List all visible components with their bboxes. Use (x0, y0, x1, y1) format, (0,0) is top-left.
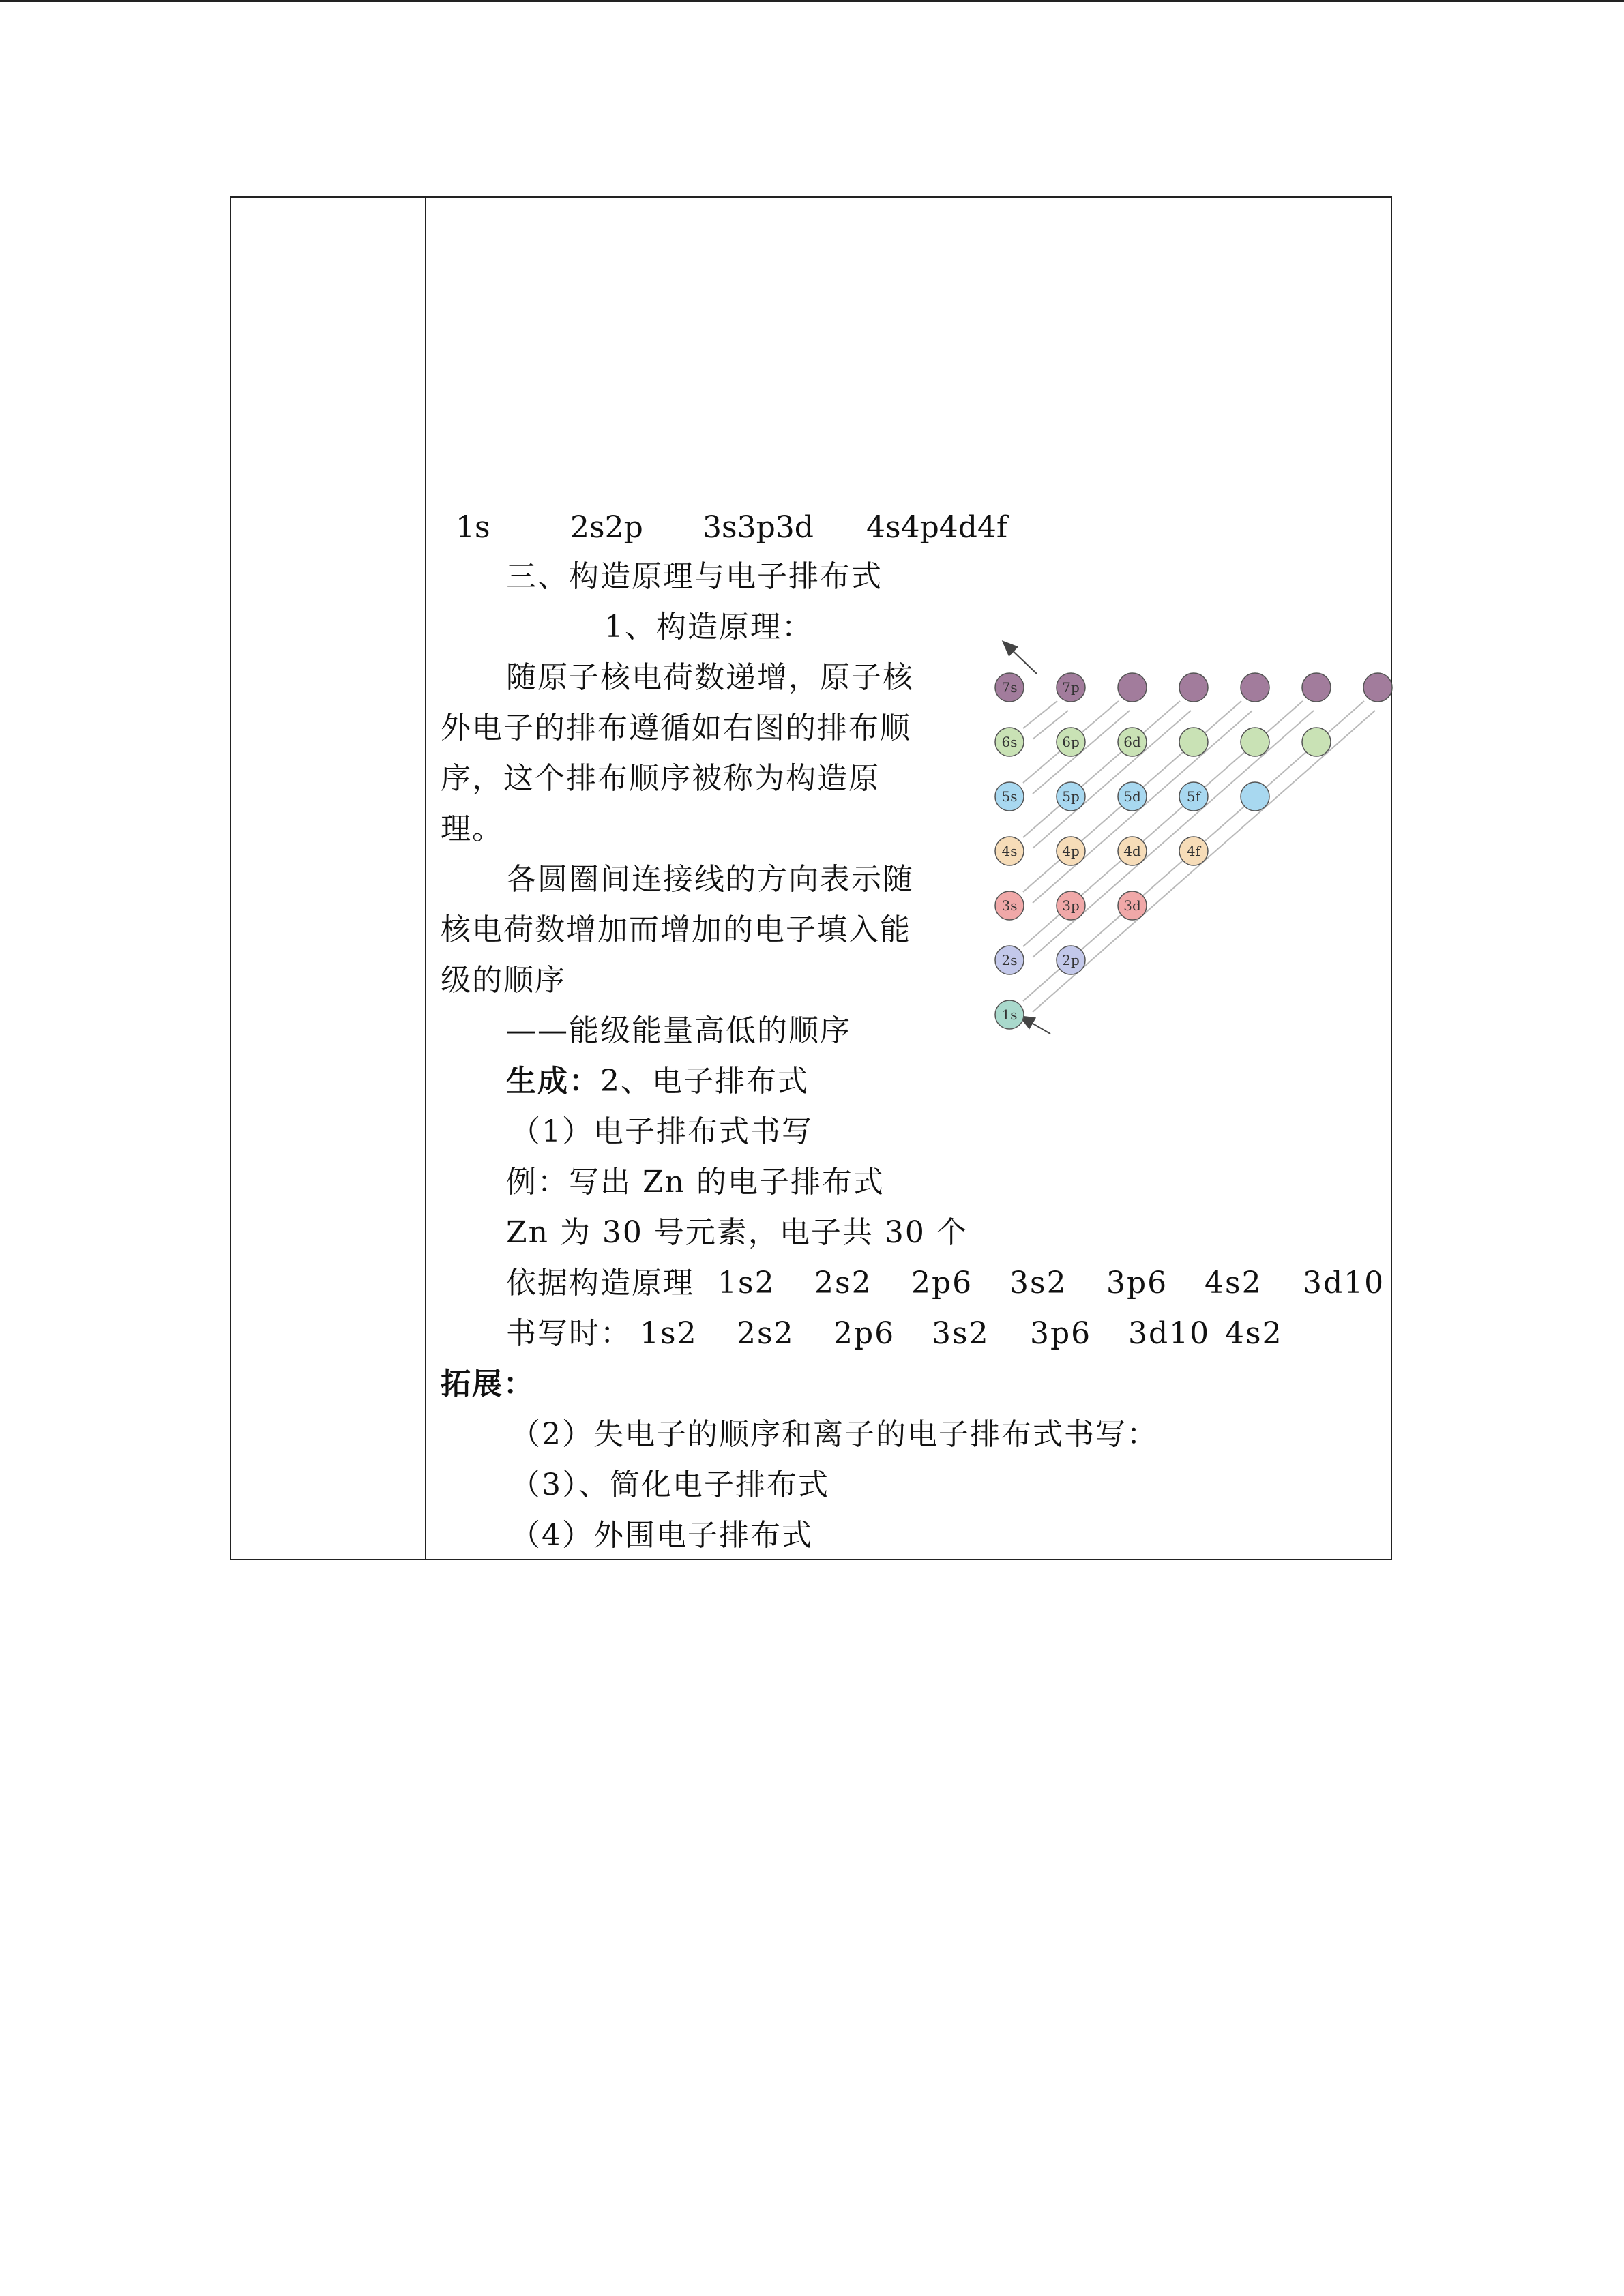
by-principle-line (506, 1264, 1385, 1302)
config-term: 2s2 (814, 1266, 872, 1300)
orbital-label: 7p (1062, 679, 1080, 696)
orbital-label: 6s (1001, 734, 1018, 750)
paragraph-line: 核电荷数增加而增加的电子填入能 (441, 912, 911, 947)
item-2: （2）失电子的顺序和离子的电子排布式书写： (510, 1417, 1158, 1452)
writing-label: 书写时： (506, 1316, 632, 1351)
config-term: 3p6 (1030, 1316, 1092, 1351)
by-principle-label: 依据构造原理 (506, 1266, 694, 1300)
config-term: 4s2 (1225, 1316, 1283, 1351)
orbital-label: 4d (1123, 843, 1141, 859)
orbital-circle (1241, 782, 1269, 811)
paragraph-line: ——能级能量高低的顺序 (506, 1013, 851, 1048)
orbital-label: 3d (1123, 897, 1141, 914)
config-term: 3d10 (1303, 1266, 1385, 1300)
orbital-label: 6p (1062, 734, 1080, 750)
section-heading: 三、构造原理与电子排布式 (506, 559, 883, 594)
orbital-label: 4f (1186, 843, 1201, 859)
orbital-circle (1302, 728, 1331, 756)
orbital-label: 1s (1001, 1007, 1018, 1023)
orbital-label: 5p (1062, 788, 1080, 805)
orbital-label: 5f (1186, 788, 1201, 805)
item-1: （1）电子排布式书写 (510, 1114, 813, 1149)
orbital-group: 2s2p (570, 510, 643, 545)
orbital-group: 3s3p3d (703, 510, 814, 545)
table-column-divider (425, 198, 426, 1559)
item-4: （4）外围电子排布式 (510, 1518, 813, 1553)
paragraph-line: 级的顺序 (441, 963, 566, 998)
config-term: 1s2 (718, 1266, 776, 1300)
orbital-circle (1241, 673, 1269, 702)
aufbau-connector (1033, 711, 1191, 848)
paragraph-line: 各圆圈间连接线的方向表示随 (506, 862, 914, 897)
config-term: 3p6 (1106, 1266, 1168, 1300)
orbital-circle (1241, 728, 1269, 756)
orbital-label: 4p (1062, 843, 1080, 859)
generate-label: 生成： (506, 1064, 600, 1099)
aufbau-connector (1023, 701, 1180, 837)
page-top-border (0, 0, 1624, 2)
item-3: （3）、简化电子排布式 (510, 1467, 829, 1502)
orbital-label: 7s (1001, 679, 1018, 696)
orbital-circle (1118, 673, 1147, 702)
paragraph-line: 外电子的排布遵循如右图的排布顺 (441, 711, 911, 745)
orbital-label: 3s (1001, 897, 1018, 914)
paragraph-line: 随原子核电荷数递增，原子核 (506, 660, 914, 695)
orbital-group: 1s (456, 510, 490, 545)
orbital-circle (1179, 728, 1208, 756)
orbital-label: 2p (1062, 952, 1080, 968)
writing-line (506, 1315, 1283, 1353)
orbital-label: 4s (1001, 843, 1018, 859)
orbital-label: 2s (1001, 952, 1018, 968)
config-term: 2s2 (737, 1316, 795, 1351)
orbital-circle (1363, 673, 1392, 702)
aufbau-diagram (955, 634, 1395, 1050)
config-term: 2p6 (833, 1316, 896, 1351)
config-term: 2p6 (911, 1266, 973, 1300)
example-line: 例：写出 Zn 的电子排布式 (506, 1165, 885, 1199)
orbital-groups-line (456, 509, 1007, 547)
config-term: 3s2 (1009, 1266, 1067, 1300)
orbital-label: 3p (1062, 897, 1080, 914)
config-term: 3d10 (1128, 1316, 1211, 1351)
extension-label: 拓展： (441, 1367, 535, 1401)
config-term: 4s2 (1205, 1266, 1263, 1300)
orbital-label: 5s (1001, 788, 1018, 805)
config-term: 3s2 (932, 1316, 990, 1351)
zn-info-line: Zn 为 30 号元素，电子共 30 个 (506, 1215, 968, 1250)
paragraph-line: 序，这个排布顺序被称为构造原 (441, 761, 880, 796)
aufbau-end-arrow (1007, 645, 1037, 674)
orbital-circle (1302, 673, 1331, 702)
orbital-label: 5d (1123, 788, 1141, 805)
orbital-circle (1179, 673, 1208, 702)
generate-text: 2、电子排布式 (600, 1064, 809, 1099)
config-term: 1s2 (640, 1316, 698, 1351)
orbital-label: 6d (1123, 734, 1141, 750)
generate-line (506, 1062, 809, 1101)
paragraph-line: 理。 (441, 811, 503, 846)
orbital-group: 4s4p4d4f (866, 510, 1008, 545)
subheading: 1、构造原理： (604, 610, 813, 644)
aufbau-start-arrow (1024, 1019, 1050, 1034)
